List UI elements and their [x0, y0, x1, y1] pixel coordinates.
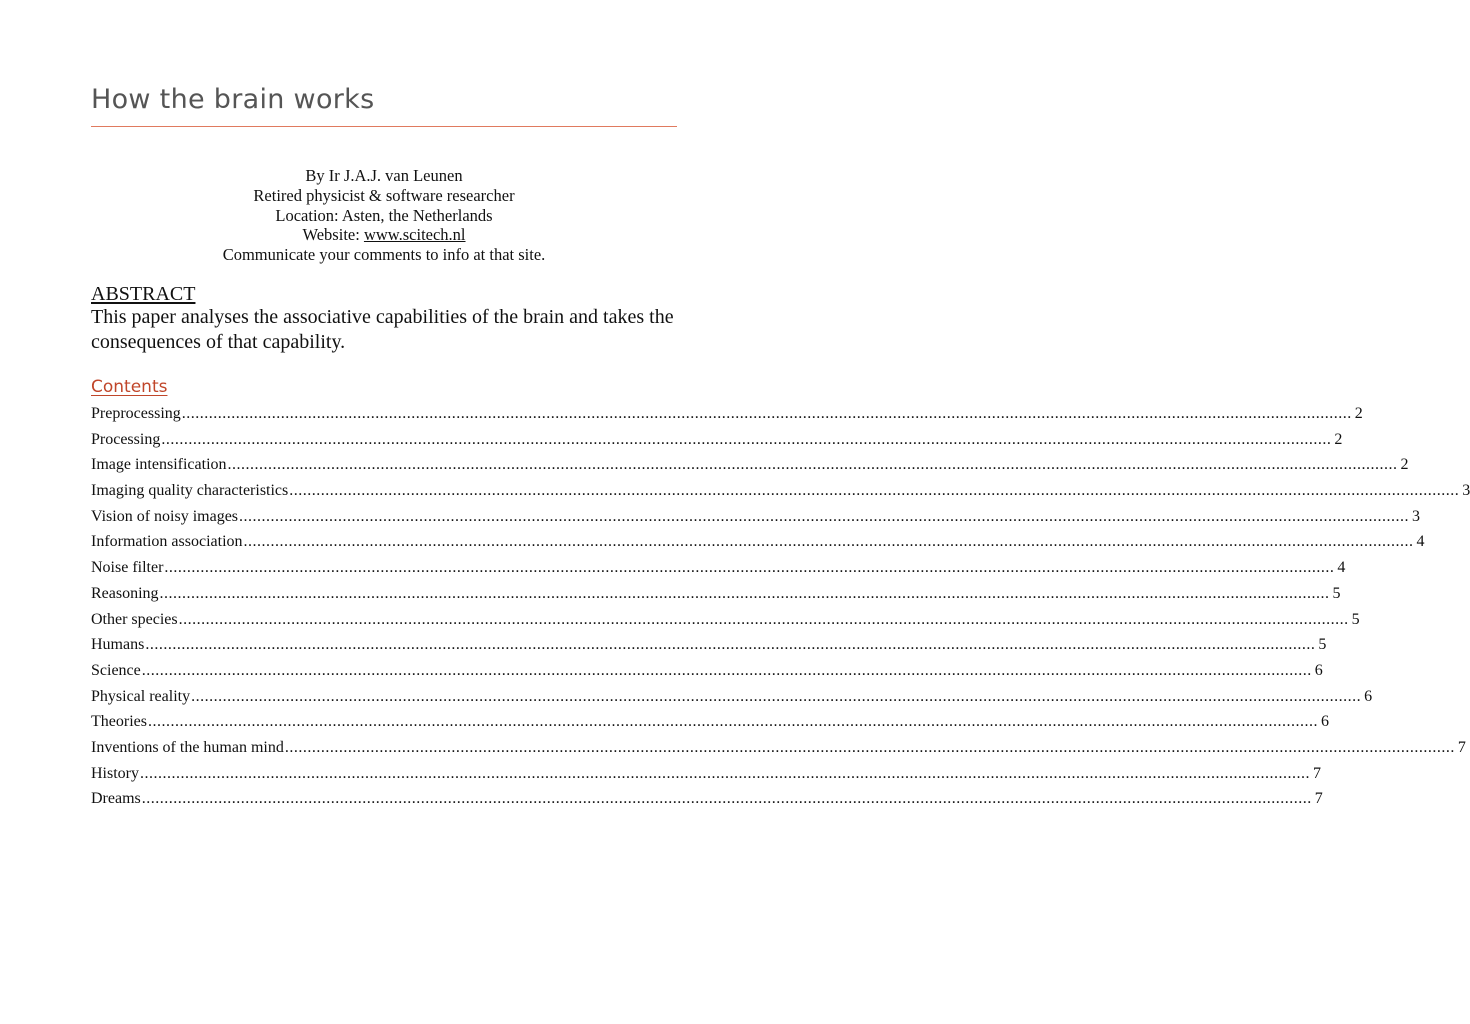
author-role: Retired physicist & software researcher: [253, 185, 515, 205]
toc-entry-page: 7: [1457, 738, 1466, 756]
toc-entry[interactable]: [91, 531, 1425, 557]
toc-entry[interactable]: [91, 480, 1470, 506]
toc-entry-label: History: [91, 764, 139, 782]
toc-entry[interactable]: [91, 737, 1466, 763]
toc-entry[interactable]: [91, 660, 1323, 686]
toc-entry-page: 5: [1332, 584, 1341, 602]
toc-dot-leader: ....................................................................................................................................................................................................................................................................: [289, 482, 1460, 500]
abstract-text: This paper analyses the associative capabilities of the brain and takes the consequences of that capability.: [91, 306, 674, 353]
toc-entry[interactable]: [91, 557, 1346, 583]
toc-entry-page: 4: [1416, 533, 1425, 551]
toc-entry-page: 2: [1354, 405, 1363, 422]
toc-dot-leader: ....................................................................................................................................................................................................................................................................: [145, 636, 1316, 654]
toc-entry[interactable]: [91, 788, 1323, 814]
website-link[interactable]: www.scitech.nl: [363, 225, 466, 245]
toc-entry-page: 6: [1320, 713, 1329, 731]
toc-dot-leader: ....................................................................................................................................................................................................................................................................: [284, 738, 1455, 756]
toc-entry-page: 3: [1462, 482, 1470, 500]
toc-dot-leader: ....................................................................................................................................................................................................................................................................: [159, 584, 1330, 602]
toc-entry[interactable]: [91, 403, 1363, 429]
author-block: [91, 166, 677, 265]
toc-entry-label: Humans: [91, 636, 145, 654]
toc-entry-label: Other species: [91, 610, 178, 628]
author-name: By Ir J.A.J. van Leunen: [305, 166, 463, 185]
toc-entry-page: 2: [1334, 430, 1343, 448]
toc-entry[interactable]: [91, 609, 1360, 635]
toc-dot-leader: ....................................................................................................................................................................................................................................................................: [164, 559, 1335, 577]
document-title: How the brain works: [91, 84, 375, 115]
toc-entry-page: 7: [1314, 790, 1323, 808]
toc-entry-label: Imaging quality characteristics: [91, 482, 289, 500]
toc-entry-label: Science: [91, 661, 141, 679]
toc-entry-label: Physical reality: [91, 687, 191, 705]
toc-entry[interactable]: [91, 454, 1409, 480]
toc-entry-page: 4: [1337, 559, 1346, 577]
toc-entry[interactable]: [91, 583, 1341, 609]
author-location: Location: Asten, the Netherlands: [275, 205, 493, 225]
website-line: [91, 225, 677, 245]
toc-dot-leader: ....................................................................................................................................................................................................................................................................: [239, 507, 1410, 525]
toc-dot-leader: ....................................................................................................................................................................................................................................................................: [141, 661, 1312, 679]
toc-entry-page: 2: [1400, 456, 1409, 474]
toc-entry-label: Preprocessing: [91, 405, 181, 422]
toc-entry-label: Reasoning: [91, 584, 159, 602]
toc-dot-leader: ....................................................................................................................................................................................................................................................................: [147, 713, 1318, 731]
contents-heading: Contents: [91, 377, 168, 397]
website-label: Website:: [302, 225, 364, 245]
abstract-heading: ABSTRACT: [91, 283, 196, 305]
toc-dot-leader: ....................................................................................................................................................................................................................................................................: [243, 533, 1414, 551]
toc-entry[interactable]: [91, 711, 1329, 737]
toc-entry[interactable]: [91, 506, 1421, 532]
toc-entry-label: Information association: [91, 533, 243, 551]
title-divider: [91, 126, 677, 127]
toc-entry-page: 6: [1364, 687, 1373, 705]
toc-dot-leader: ....................................................................................................................................................................................................................................................................: [140, 764, 1310, 782]
toc-dot-leader: ....................................................................................................................................................................................................................................................................: [141, 790, 1312, 808]
toc-entry-label: Inventions of the human mind: [91, 738, 284, 756]
table-of-contents: [91, 403, 1470, 814]
toc-entry-page: 7: [1313, 764, 1321, 782]
toc-entry-page: 6: [1314, 661, 1323, 679]
toc-dot-leader: ....................................................................................................................................................................................................................................................................: [227, 456, 1398, 474]
toc-entry-label: Vision of noisy images: [91, 507, 239, 525]
toc-entry[interactable]: [91, 763, 1321, 789]
toc-entry-label: Noise filter: [91, 559, 164, 577]
toc-entry[interactable]: [91, 686, 1373, 712]
toc-dot-leader: ....................................................................................................................................................................................................................................................................: [161, 430, 1332, 448]
toc-entry[interactable]: [91, 429, 1343, 455]
toc-entry[interactable]: [91, 634, 1327, 660]
toc-entry-label: Dreams: [91, 790, 141, 808]
toc-entry-label: Theories: [91, 713, 147, 731]
toc-dot-leader: ....................................................................................................................................................................................................................................................................: [178, 610, 1349, 628]
toc-dot-leader: ....................................................................................................................................................................................................................................................................: [191, 687, 1362, 705]
toc-entry-page: 5: [1318, 636, 1327, 654]
toc-entry-label: Image intensification: [91, 456, 227, 474]
comment-line: Communicate your comments to info at that site.: [222, 245, 546, 265]
toc-dot-leader: ....................................................................................................................................................................................................................................................................: [181, 405, 1352, 422]
toc-entry-page: 5: [1351, 610, 1360, 628]
toc-entry-label: Processing: [91, 430, 161, 448]
toc-entry-page: 3: [1412, 507, 1421, 525]
